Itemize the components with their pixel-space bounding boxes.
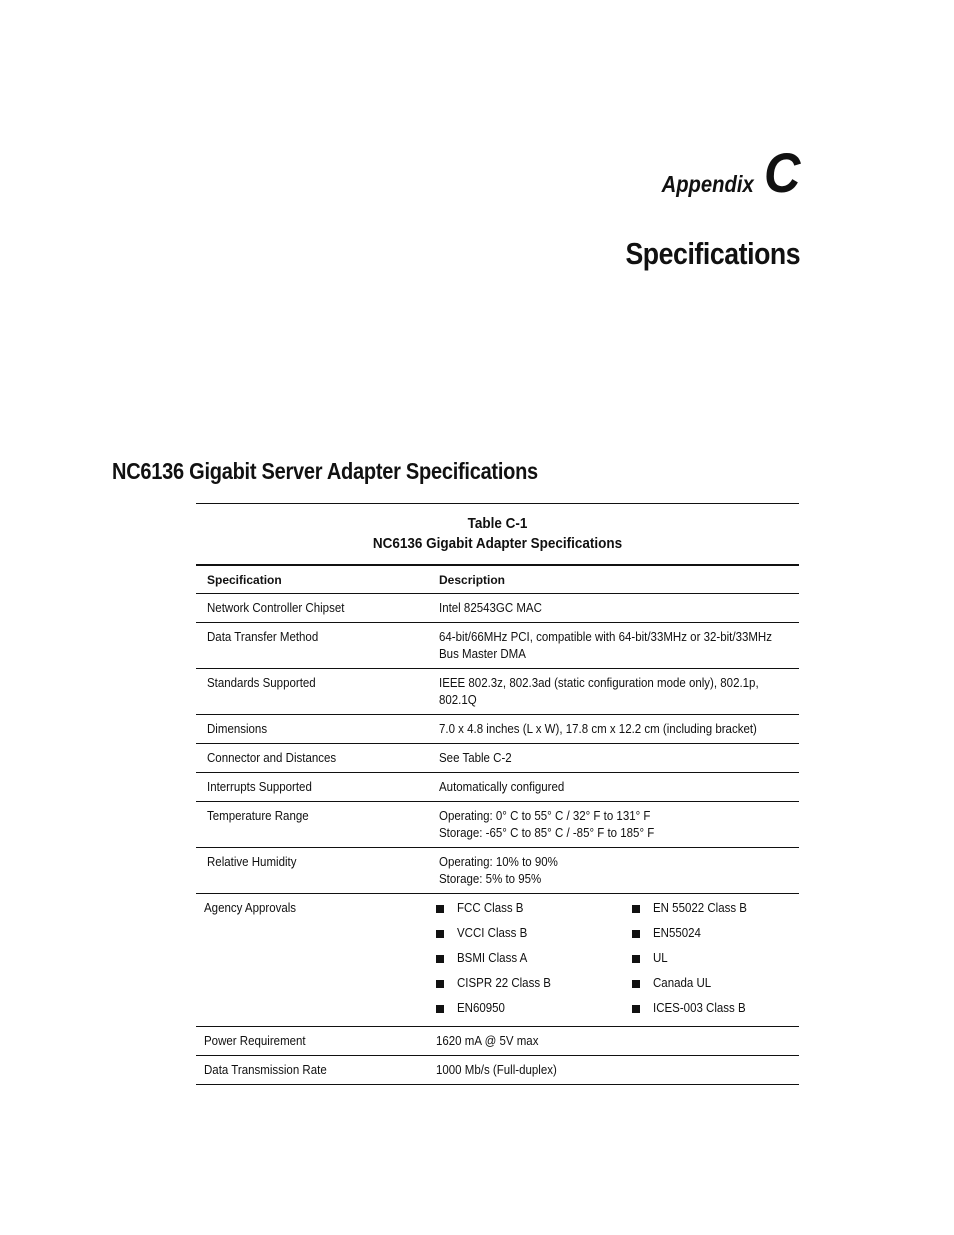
approval-item: [632, 975, 802, 992]
header-specification: Specification: [196, 565, 428, 594]
square-bullet-icon: [632, 930, 640, 938]
spec-cell: [196, 594, 428, 623]
appendix-label: [649, 141, 800, 204]
desc-lines: [439, 854, 799, 888]
desc-line: IEEE 802.3z, 802.3ad (static configuration mode only), 802.1p,: [439, 676, 759, 690]
spec-cell: [196, 848, 428, 894]
spec-cell: [196, 802, 428, 848]
table-row: [196, 744, 799, 773]
desc-line: Bus Master DMA: [439, 647, 526, 661]
desc-line: Automatically configured: [439, 780, 565, 794]
desc-cell: [428, 669, 799, 715]
desc-cell: [428, 894, 799, 1027]
spec-name: Relative Humidity: [207, 855, 297, 869]
table-row: [196, 802, 799, 848]
spec-name: Data Transfer Method: [207, 630, 319, 644]
table-caption: [226, 504, 769, 564]
approval-item: [436, 975, 632, 992]
desc-line: 1000 Mb/s (Full-duplex): [436, 1063, 557, 1077]
desc-cell: [428, 848, 799, 894]
desc-line: Storage: -65° C to 85° C / -85° F to 185° F: [439, 826, 655, 840]
spec-name: Power Requirement: [204, 1034, 306, 1048]
approval-item: [436, 950, 632, 967]
desc-line: 802.1Q: [439, 693, 477, 707]
desc-line: 7.0 x 4.8 inches (L x W), 17.8 cm x 12.2 cm (including bracket): [439, 722, 757, 736]
desc-cell: [428, 802, 799, 848]
desc-cell: [428, 594, 799, 623]
desc-line: Intel 82543GC MAC: [439, 601, 542, 615]
desc-cell: [428, 773, 799, 802]
table-row: [196, 594, 799, 623]
square-bullet-icon: [632, 955, 640, 963]
table-row: [196, 1056, 799, 1085]
desc-cell: [428, 715, 799, 744]
approval-item: [632, 1000, 802, 1017]
spec-name: Dimensions: [207, 722, 268, 736]
spec-cell: [196, 623, 428, 669]
spec-table: [196, 564, 799, 1085]
table-body: [196, 594, 799, 1085]
desc-lines: [439, 600, 799, 617]
table-row: [196, 669, 799, 715]
spec-cell: [196, 1056, 428, 1085]
table-row: [196, 623, 799, 669]
square-bullet-icon: [632, 980, 640, 988]
desc-lines: [439, 750, 799, 767]
desc-line: Storage: 5% to 95%: [439, 872, 542, 886]
desc-lines: [439, 675, 799, 709]
square-bullet-icon: [436, 980, 444, 988]
desc-lines: [439, 808, 799, 842]
agency-approvals-list: [436, 900, 799, 1021]
square-bullet-icon: [632, 1005, 640, 1013]
table-row: [196, 1027, 799, 1056]
approval-label: CISPR 22 Class B: [457, 976, 551, 990]
appendix-letter: C: [763, 141, 800, 204]
approval-label: Canada UL: [653, 976, 712, 990]
spec-name: Interrupts Supported: [207, 780, 312, 794]
approval-item: [632, 925, 802, 942]
spec-name: Connector and Distances: [207, 751, 337, 765]
approval-label: UL: [653, 951, 668, 965]
square-bullet-icon: [436, 1005, 444, 1013]
approval-label: FCC Class B: [457, 901, 524, 915]
desc-lines: [439, 779, 799, 796]
spec-name: Standards Supported: [207, 676, 316, 690]
desc-cell: [428, 1027, 799, 1056]
table-row: [196, 715, 799, 744]
spec-name: Temperature Range: [207, 809, 309, 823]
desc-line: 64-bit/66MHz PCI, compatible with 64-bit/33MHz or 32-bit/33MHz: [439, 630, 772, 644]
table-caption-title: NC6136 Gigabit Adapter Specifications: [372, 535, 623, 552]
approval-label: EN55024: [653, 926, 701, 940]
desc-cell: [428, 623, 799, 669]
square-bullet-icon: [632, 905, 640, 913]
spec-name: Data Transmission Rate: [204, 1063, 327, 1077]
spec-cell: [196, 1027, 428, 1056]
approval-item: [632, 900, 802, 917]
desc-line: See Table C-2: [439, 751, 512, 765]
approval-label: ICES-003 Class B: [653, 1001, 746, 1015]
approval-label: VCCI Class B: [457, 926, 528, 940]
approval-label: EN 55022 Class B: [653, 901, 747, 915]
spec-cell: [196, 773, 428, 802]
desc-line: 1620 mA @ 5V max: [436, 1034, 539, 1048]
table-row: [196, 773, 799, 802]
appendix-word: Appendix: [661, 171, 754, 197]
spec-cell: [196, 669, 428, 715]
spec-name: Network Controller Chipset: [207, 601, 345, 615]
approval-label: EN60950: [457, 1001, 505, 1015]
approval-item: [436, 900, 632, 917]
chapter-title: Specifications: [625, 236, 800, 271]
square-bullet-icon: [436, 930, 444, 938]
table-header-row: [196, 565, 799, 594]
section-heading: NC6136 Gigabit Server Adapter Specifications: [112, 458, 538, 484]
square-bullet-icon: [436, 905, 444, 913]
spec-table-container: [196, 503, 799, 1085]
desc-lines: [439, 721, 799, 738]
spec-cell: [196, 744, 428, 773]
desc-line: Operating: 10% to 90%: [439, 855, 558, 869]
approval-item: [436, 1000, 632, 1017]
table-row: [196, 848, 799, 894]
table-caption-number: Table C-1: [467, 515, 528, 532]
desc-line: Operating: 0° C to 55° C / 32° F to 131° F: [439, 809, 651, 823]
desc-lines: [439, 629, 799, 663]
desc-cell: [428, 744, 799, 773]
header-description: Description: [428, 565, 799, 594]
spec-cell: [196, 715, 428, 744]
square-bullet-icon: [436, 955, 444, 963]
approval-item: [632, 950, 802, 967]
spec-cell: [196, 894, 428, 1027]
approval-item: [436, 925, 632, 942]
desc-cell: [428, 1056, 799, 1085]
approval-label: BSMI Class A: [457, 951, 528, 965]
spec-name: Agency Approvals: [204, 901, 297, 915]
table-row-agency: [196, 894, 799, 1027]
